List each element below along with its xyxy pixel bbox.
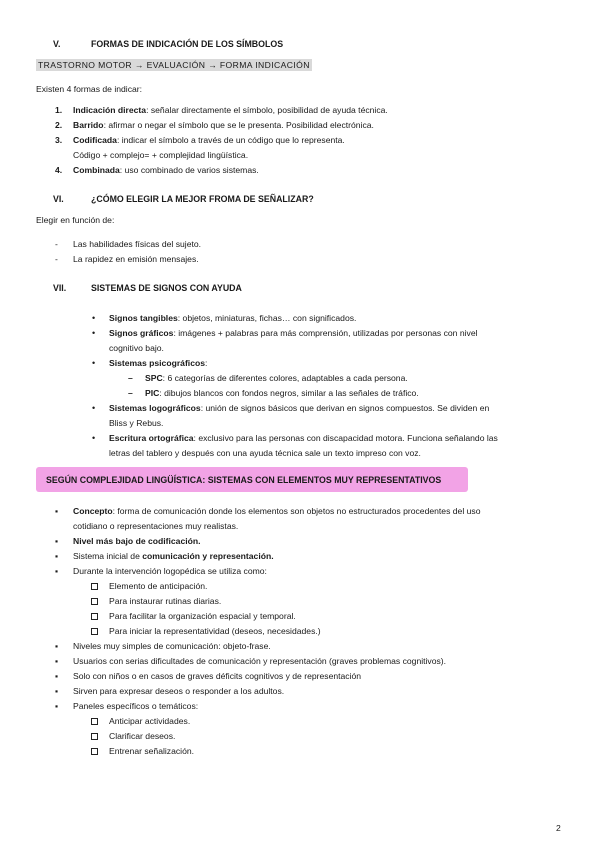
checkbox-icon [91, 744, 98, 759]
sub-list-item: Elemento de anticipación. [109, 581, 208, 591]
list-item: Las habilidades físicas del sujeto. [73, 239, 202, 249]
list-item: Signos tangibles: objetos, miniaturas, fichas… con significados. [109, 313, 357, 323]
list-number: 4. [55, 165, 63, 175]
sub-list-item: Para instaurar rutinas diarias. [109, 596, 222, 606]
bullet-marker: • [92, 313, 96, 323]
list-item: Nivel más bajo de codificación. [73, 536, 201, 546]
checkbox-icon [91, 729, 98, 744]
list-number: 3. [55, 135, 63, 145]
list-item: Combinada: uso combinado de varios sistemas. [73, 165, 259, 175]
square-bullet: ▪ [55, 551, 59, 561]
square-bullet: ▪ [55, 671, 59, 681]
page-number: 2 [556, 823, 561, 833]
sub-list-item: Anticipar actividades. [109, 716, 191, 726]
section-vi-intro: Elegir en función de: [36, 215, 115, 225]
square-bullet: ▪ [55, 686, 59, 696]
section-v-number: V. [53, 39, 61, 49]
list-item: Durante la intervención logopédica se utiliza como: [73, 566, 267, 576]
list-item: Sistema inicial de comunicación y representación. [73, 551, 274, 561]
list-item: Sirven para expresar deseos o responder a los adultos. [73, 686, 285, 696]
square-bullet: ▪ [55, 506, 59, 516]
section-vii-title: SISTEMAS DE SIGNOS CON AYUDA [91, 283, 242, 293]
list-item-continuation: cognitivo bajo. [109, 343, 164, 353]
checkbox-icon [91, 714, 98, 729]
list-item-continuation: cotidiano o representaciones muy realistas. [73, 521, 239, 531]
sub-list-item: Clarificar deseos. [109, 731, 176, 741]
square-bullet: ▪ [55, 536, 59, 546]
list-item: La rapidez en emisión mensajes. [73, 254, 199, 264]
sub-list-item: SPC: 6 categorías de diferentes colores, adaptables a cada persona. [145, 373, 408, 383]
list-item: Usuarios con serias dificultades de comunicación y representación (graves problemas cognitivos). [73, 656, 447, 666]
section-v-title: FORMAS DE INDICACIÓN DE LOS SÍMBOLOS [91, 39, 284, 49]
list-item: Sistemas logográficos: unión de signos básicos que derivan en signos compuestos. Se dividen en [109, 403, 490, 413]
path-highlight: TRASTORNO MOTOR → EVALUACIÓN → FORMA INDICACIÓN [38, 60, 310, 70]
list-item: Codificada: indicar el símbolo a través de un código que lo representa. [73, 135, 345, 145]
square-bullet: ▪ [55, 641, 59, 651]
list-item: Sistemas psicográficos: [109, 358, 208, 368]
list-item: Solo con niños o en casos de graves déficits cognitivos y de representación [73, 671, 362, 681]
sub-list-item: Entrenar señalización. [109, 746, 195, 756]
list-item-continuation: letras del tablero y después con una ayuda técnica sale un texto impreso con voz. [109, 448, 421, 458]
square-bullet: ▪ [55, 701, 59, 711]
highlight-box-title: SEGÚN COMPLEJIDAD LINGÜÍSTICA: SISTEMAS CON ELEMENTOS MUY REPRESENTATIVOS [46, 475, 442, 485]
list-item-continuation: Código + complejo= + complejidad lingüística. [73, 150, 249, 160]
sub-list-item: PIC: dibujos blancos con fondos negros, similar a las señales de tráfico. [145, 388, 419, 398]
list-number: 1. [55, 105, 63, 115]
list-item: Signos gráficos: imágenes + palabras para más comprensión, utilizadas por personas con nivel [109, 328, 478, 338]
list-item: Indicación directa: señalar directamente el símbolo, posibilidad de ayuda técnica. [73, 105, 388, 115]
dash-marker: - [55, 254, 58, 264]
list-item: Concepto: forma de comunicación donde los elementos son objetos no estructurados procedentes del uso [73, 506, 481, 516]
section-v-path [36, 58, 312, 73]
checkbox-icon [91, 579, 98, 594]
sub-list-item: Para facilitar la organización espacial y temporal. [109, 611, 296, 621]
bullet-marker: • [92, 328, 96, 338]
checkbox-icon [91, 609, 98, 624]
list-item: Escritura ortográfica: exclusivo para las personas con discapacidad motora. Funciona señalando las [109, 433, 498, 443]
list-item: Barrido: afirmar o negar el símbolo que se le presenta. Posibilidad electrónica. [73, 120, 374, 130]
bullet-marker: • [92, 433, 96, 443]
list-item-continuation: Bliss y Rebus. [109, 418, 164, 428]
list-number: 2. [55, 120, 63, 130]
checkbox-icon [91, 624, 98, 639]
bullet-marker: • [92, 358, 96, 368]
dash-marker: – [128, 373, 133, 383]
sub-list-item: Para iniciar la representatividad (deseos, necesidades.) [109, 626, 321, 636]
dash-marker: - [55, 239, 58, 249]
dash-marker: – [128, 388, 133, 398]
square-bullet: ▪ [55, 656, 59, 666]
section-v-intro: Existen 4 formas de indicar: [36, 84, 143, 94]
square-bullet: ▪ [55, 566, 59, 576]
section-vii-number: VII. [53, 283, 67, 293]
list-item: Paneles específicos o temáticos: [73, 701, 199, 711]
section-vi-number: VI. [53, 194, 64, 204]
bullet-marker: • [92, 403, 96, 413]
checkbox-icon [91, 594, 98, 609]
section-vi-title: ¿CÓMO ELEGIR LA MEJOR FROMA DE SEÑALIZAR? [91, 194, 314, 204]
list-item: Niveles muy simples de comunicación: objeto-frase. [73, 641, 271, 651]
